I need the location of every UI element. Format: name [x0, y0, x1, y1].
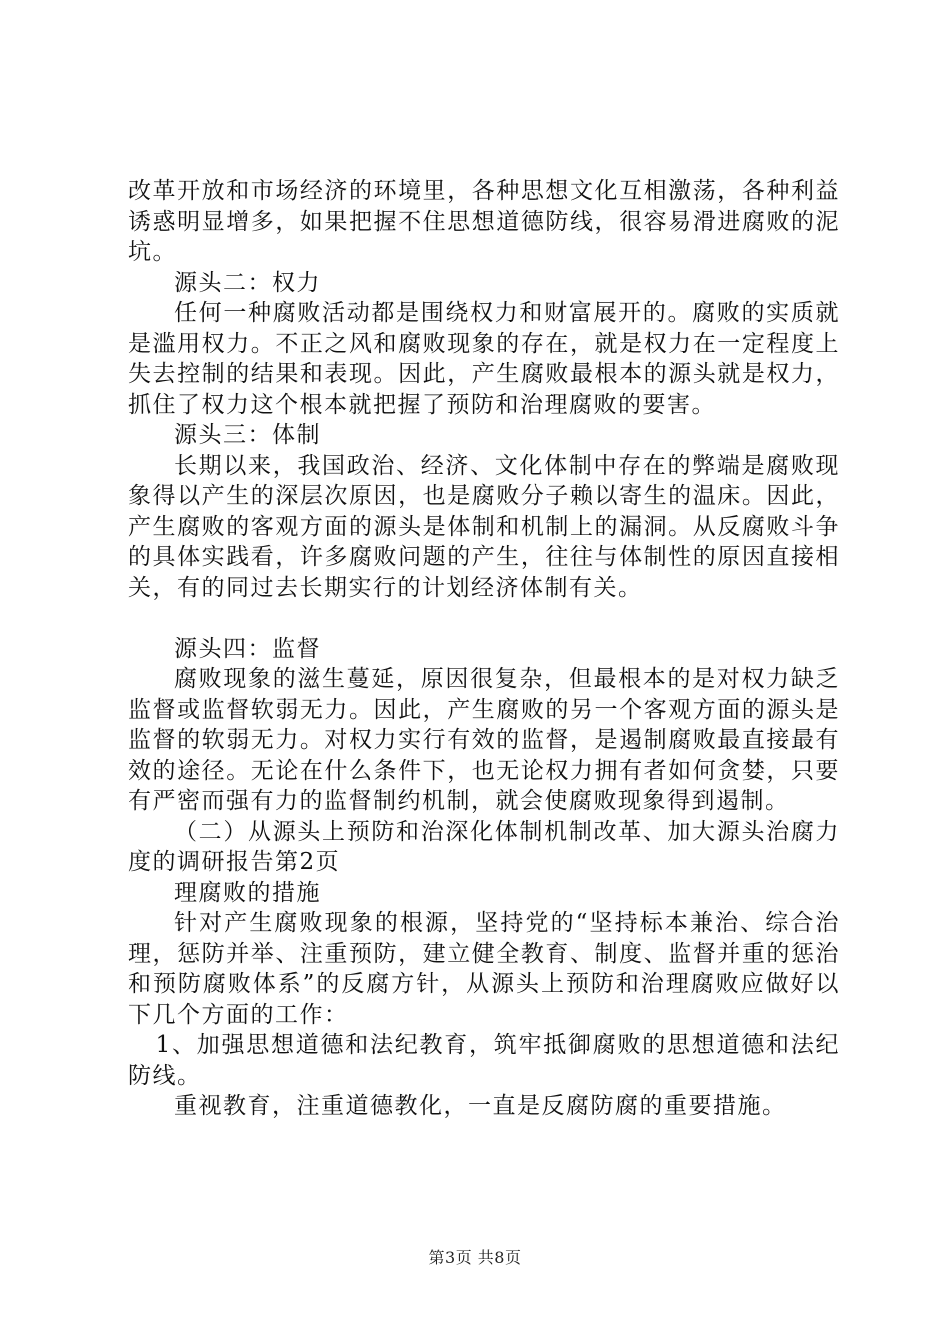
- section-heading-system: 源头三：体制: [174, 422, 321, 448]
- list-item-1: 1、加强思想道德和法纪教育，筑牢抵御腐败的思想道德和法纪防线。: [128, 1032, 840, 1089]
- section-heading-measures-continued: 理腐败的措施: [174, 879, 321, 906]
- paragraph-supervision: 腐败现象的滋生蔓延，原因很复杂，但最根本的是对权力缺乏监督或监督软弱无力。因此，产生腐败的另一个客观方面的源头是监督的软弱无力。对权力实行有效的监督，是遏制腐败最直接最有效的途径。无论在什么条件下，也无论权力拥有者如何贪婪，只要有严密而强有力的监督制约机制，就会使腐败现象得到遏制。: [128, 666, 840, 814]
- page-number: 第3页 共8页: [428, 1248, 522, 1267]
- section-heading-power: 源头二：权力: [174, 269, 321, 296]
- paragraph-gap: [128, 603, 840, 634]
- document-body: [128, 176, 840, 1122]
- paragraph-education: 重视教育，注重道德教化，一直是反腐防腐的重要措施。: [174, 1093, 787, 1119]
- paragraph-continuation: 改革开放和市场经济的环境里，各种思想文化互相激荡，各种利益诱惑明显增多，如果把握不住思想道德防线，很容易滑进腐败的泥坑。: [128, 178, 840, 265]
- paragraph-power: 任何一种腐败活动都是围绕权力和财富展开的。腐败的实质就是滥用权力。不正之风和腐败现象的存在，就是权力在一定程度上失去控制的结果和表现。因此，产生腐败最根本的源头就是权力，抓住了权力这个根本就把握了预防和治理腐败的要害。: [128, 300, 840, 418]
- section-heading-measures: （二）从源头上预防和治深化体制机制改革、加大源头治腐力度的调研报告第2页: [128, 818, 840, 875]
- section-heading-supervision: 源头四：监督: [174, 635, 321, 662]
- paragraph-system: 长期以来，我国政治、经济、文化体制中存在的弊端是腐败现象得以产生的深层次原因，也是腐败分子赖以寄生的温床。因此，产生腐败的客观方面的源头是体制和机制上的漏洞。从反腐败斗争的具体实践看，许多腐败问题的产生，往往与体制性的原因直接相关，有的同过去长期实行的计划经济体制有关。: [128, 452, 840, 601]
- paragraph-measures: 针对产生腐败现象的根源，坚持党的“坚持标本兼治、综合治理，惩防并举、注重预防，建立健全教育、制度、监督并重的惩治和预防腐败体系”的反腐方针，从源头上预防和治理腐败应做好以下几个方面的工作：: [128, 910, 840, 1028]
